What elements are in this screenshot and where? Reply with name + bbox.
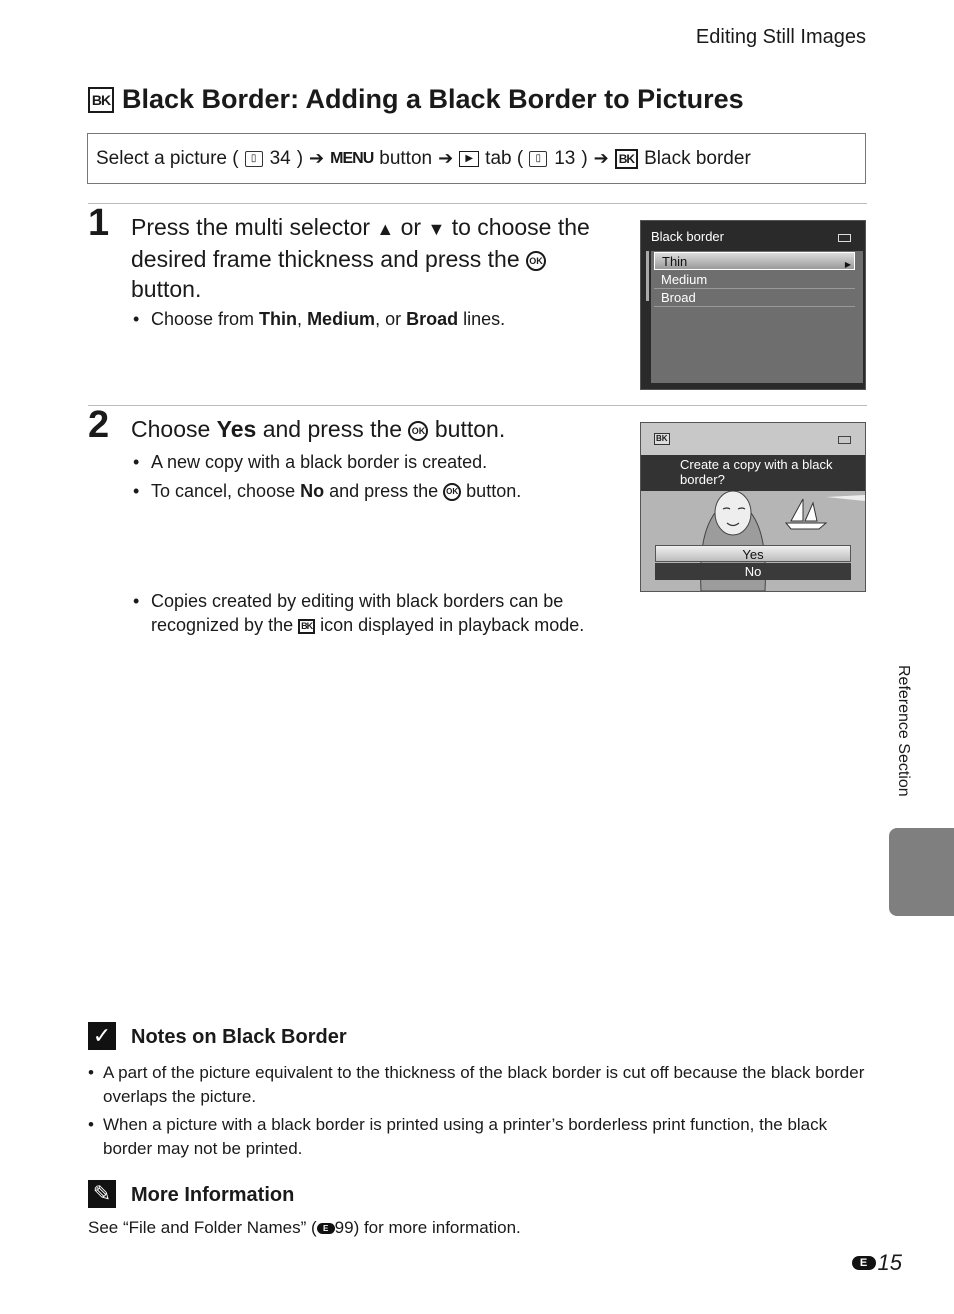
more-ref: 99 [334, 1218, 354, 1237]
step2-text-c: button. [428, 416, 506, 442]
more-info-heading: More Information [131, 1184, 295, 1206]
section-thumb-tab [889, 828, 954, 916]
arrow-right-icon: ➔ [438, 148, 454, 168]
arrow-right-icon: ➔ [593, 148, 609, 168]
ok-button-icon: OK [526, 251, 546, 271]
camera-screen-confirm-copy [640, 422, 866, 592]
up-arrow-icon: ▲ [376, 219, 395, 239]
yes-option[interactable]: Yes [655, 545, 851, 562]
menu-item-label: Medium [661, 272, 708, 287]
divider [88, 203, 867, 204]
option-thin: Thin [259, 309, 298, 329]
battery-icon [838, 436, 851, 444]
step2-text-a: Choose [131, 416, 217, 442]
menu-item-label: Broad [661, 290, 696, 305]
step2-extra-bullets [131, 589, 621, 642]
list-item [131, 589, 621, 637]
list-item: • A part of the picture equivalent to the thickness of the black border is cut off because the black border overlaps the picture. [88, 1061, 868, 1109]
bullet-text: To cancel, choose [151, 481, 301, 501]
book-reference-icon: ▯ [245, 151, 263, 167]
bullet-text: A new copy with a black border is created. [151, 452, 488, 472]
menu-item-broad[interactable] [654, 289, 855, 307]
arrow-right-icon: ➔ [309, 148, 325, 168]
menu-button-icon: MENU [330, 149, 374, 167]
page-number [852, 1250, 902, 1276]
list-item [131, 450, 631, 474]
scrollbar [646, 251, 649, 301]
bullet-text: Copies created by editing with black borders can be recognized by the [151, 591, 564, 635]
step2-yes: Yes [216, 416, 257, 442]
menu-item-thin[interactable] [654, 252, 855, 270]
reference-section-icon: E [317, 1223, 335, 1234]
step1-text [131, 212, 621, 304]
menu-item-label: Thin [662, 254, 688, 269]
bullet-no: No [300, 481, 325, 501]
nav-ref2: 13 [554, 147, 576, 169]
list-item [131, 479, 631, 503]
no-option[interactable]: No [655, 563, 851, 580]
screen-topbar [641, 423, 865, 455]
battery-icon [838, 234, 851, 242]
list-item: • When a picture with a black border is printed using a printer’s borderless print function, the black border may not be printed. [88, 1113, 868, 1161]
side-section-label: Reference Section [895, 665, 912, 797]
divider [88, 405, 867, 406]
ok-button-icon: OK [443, 483, 461, 501]
bullet-sep: , [297, 309, 308, 329]
nav-select-text: Select a picture ( [96, 147, 239, 169]
more-text-b: ) for more information. [353, 1218, 521, 1237]
nav-paren1: ) [296, 147, 304, 169]
more-text-a: See “File and Folder Names” ( [88, 1218, 317, 1237]
page-number-value: 15 [877, 1250, 902, 1275]
black-border-icon: BK [298, 619, 315, 634]
step2-bullets [131, 450, 631, 508]
step2-text-b: and press the [256, 416, 409, 442]
bullet-sep: , or [375, 309, 407, 329]
book-reference-icon: ▯ [529, 151, 547, 167]
menu-item-medium[interactable] [654, 271, 855, 289]
check-note-icon: ✓ [88, 1022, 116, 1050]
bullet-text: Choose from [151, 309, 260, 329]
screen-title: Black border [651, 229, 724, 244]
notes-heading: Notes on Black Border [131, 1026, 347, 1048]
bullet-text: icon displayed in playback mode. [315, 615, 585, 635]
step1-or: or [394, 214, 428, 240]
step2-text [131, 414, 621, 444]
black-border-icon: BK [656, 434, 668, 443]
nav-button-text: button [379, 147, 433, 169]
step1-text-b: to choose the desired frame thickness and press the [131, 214, 590, 272]
confirm-prompt: Create a copy with a black border? [641, 455, 865, 491]
reference-section-icon: E [852, 1256, 876, 1270]
notes-list [88, 1061, 868, 1165]
camera-screen-black-border-menu [640, 220, 866, 390]
step1-bullets [131, 307, 631, 336]
black-border-icon: BK [88, 87, 114, 113]
playback-tab-icon: ▶ [459, 151, 479, 167]
nav-end-text: Black border [644, 147, 751, 169]
thickness-menu [651, 251, 863, 383]
menu-path-box [87, 133, 866, 184]
down-arrow-icon: ▼ [427, 219, 446, 239]
nav-ref1: 34 [269, 147, 291, 169]
more-info-text [88, 1218, 521, 1238]
pencil-note-icon: ✎ [88, 1180, 116, 1208]
chevron-right-icon: ▶ [844, 260, 851, 269]
step1-text-a: Press the multi selector [131, 214, 377, 240]
nav-paren2: ) [581, 147, 588, 169]
bullet-text: button. [461, 481, 522, 501]
option-medium: Medium [307, 309, 376, 329]
bullet-text: lines. [458, 309, 506, 329]
step-number: 1 [88, 202, 110, 244]
ok-button-icon: OK [408, 421, 428, 441]
list-item [131, 307, 631, 331]
step-number: 2 [88, 404, 110, 446]
nav-tab-text: tab ( [485, 147, 524, 169]
bullet-text: and press the [324, 481, 444, 501]
option-broad: Broad [406, 309, 459, 329]
page-title [88, 84, 744, 115]
black-border-icon: BK [615, 149, 638, 169]
step1-text-c: button. [131, 276, 202, 302]
page-title-text: Black Border: Adding a Black Border to Pictures [122, 84, 744, 114]
running-header: Editing Still Images [695, 26, 866, 48]
